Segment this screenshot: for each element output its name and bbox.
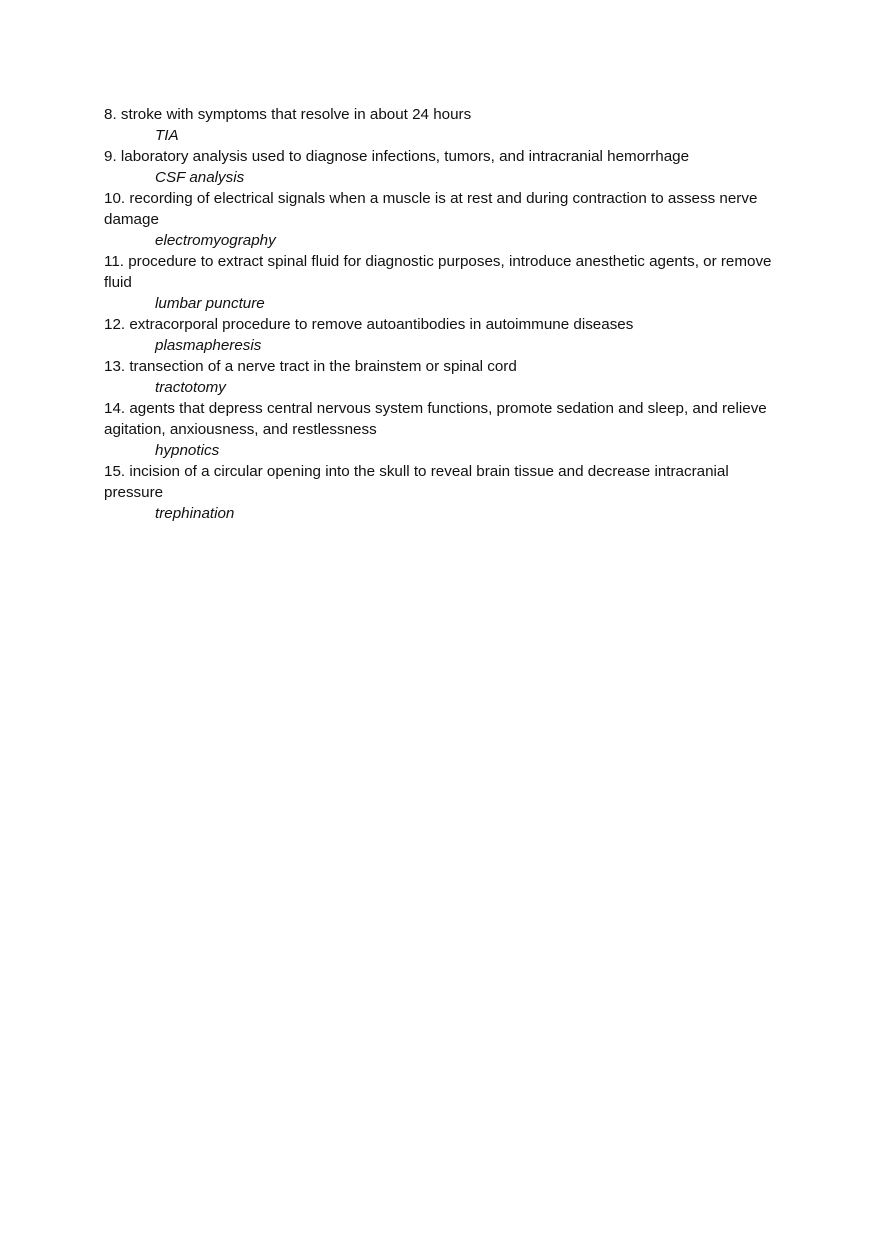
list-item [104, 251, 774, 314]
question-text: 9. laboratory analysis used to diagnose infections, tumors, and intracranial hemorrhage [104, 148, 690, 165]
answer-text: trephination [155, 505, 235, 522]
list-item [104, 356, 774, 398]
question-text: 8. stroke with symptoms that resolve in about 24 hours [104, 106, 472, 123]
answer-text: hypnotics [155, 442, 220, 459]
answer-text: lumbar puncture [155, 295, 265, 312]
list-item [104, 146, 774, 188]
question-text: 13. transection of a nerve tract in the brainstem or spinal cord [104, 358, 517, 375]
question-text: 12. extracorporal procedure to remove autoantibodies in autoimmune diseases [104, 316, 634, 333]
answer-text: tractotomy [155, 379, 226, 396]
question-text: 10. recording of electrical signals when a muscle is at rest and during contraction to assess nerve damage [104, 190, 758, 228]
list-item [104, 398, 774, 461]
list-item [104, 461, 774, 524]
answer-text: TIA [155, 127, 179, 144]
answer-text: electromyography [155, 232, 276, 249]
question-text: 15. incision of a circular opening into the skull to reveal brain tissue and decrease intracranial pressure [104, 463, 729, 501]
list-item [104, 104, 774, 146]
question-text: 14. agents that depress central nervous system functions, promote sedation and sleep, and relieve agitation, anxiousness, and restlessness [104, 400, 767, 438]
document-page [104, 104, 774, 524]
answer-text: plasmapheresis [155, 337, 262, 354]
answer-text: CSF analysis [155, 169, 245, 186]
question-text: 11. procedure to extract spinal fluid for diagnostic purposes, introduce anesthetic agents, or remove fluid [104, 253, 772, 291]
list-item [104, 314, 774, 356]
list-item [104, 188, 774, 251]
